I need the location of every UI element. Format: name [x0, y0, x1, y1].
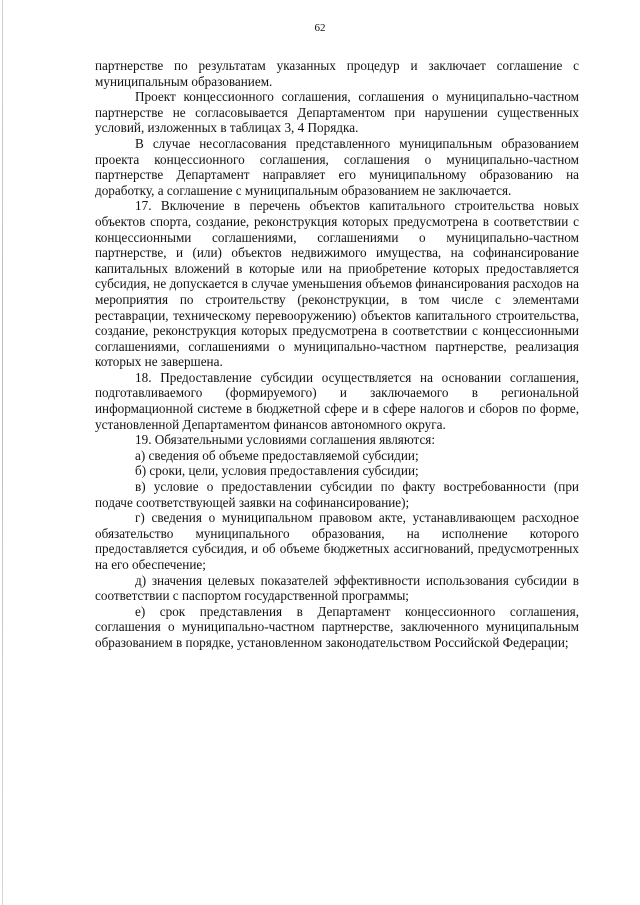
paragraph-item-18: 18. Предоставление субсидии осуществляется на основании соглашения, подготавливаемого (формируемого) и заключаемого в региональной информационной системе в бюджетной сфере и в сфере налогов и сборов по форме, установленной Департаментом финансов автономного округа. — [95, 369, 579, 432]
list-item-a: а) сведения об объеме предоставляемой субсидии; — [135, 447, 419, 463]
list-item-e: е) срок представления в Департамент концессионного соглашения, соглашения о муниципально-частном партнерстве, заключенного муниципальным образованием в порядке, установленном законодательством Российской Федерации; — [95, 603, 579, 650]
paragraph-item-17: 17. Включение в перечень объектов капитального строительства новых объектов спорта, создание, реконструкция которых предусмотрена в соответствии с концессионными соглашениями, соглашениями о муниципально-частном партнерстве, и (или) объектов недвижимого имущества, на софинансирование капитальных вложений в которые или на приобретение которых предоставляется субсидия, не допускается в случае уменьшения объемов финансирования расходов на мероприятия по строительству (реконструкции, в том числе с элементами реставрации, техническому перевооружению) объектов капитального строительства, создание, реконструкция которых предусмотрена в соответствии с концессионными соглашениями, соглашениями о муниципально-частном партнерстве, реализация которых не завершена. — [95, 198, 579, 370]
paragraph: партнерстве по результатам указанных процедур и заключает соглашение с муниципальным образованием. — [95, 58, 579, 89]
paragraph: Проект концессионного соглашения, соглашения о муниципально-частном партнерстве не согласовывается Департаментом при нарушении существенных условий, изложенных в таблицах 3, 4 Порядка. — [95, 89, 579, 136]
page-number: 62 — [314, 22, 326, 34]
document-body — [95, 58, 579, 651]
paragraph-item-19: 19. Обязательными условиями соглашения являются: — [135, 432, 436, 448]
scan-edge-line — [2, 0, 3, 905]
list-item-b: б) сроки, цели, условия предоставления субсидии; — [135, 463, 419, 479]
list-item-d: д) значения целевых показателей эффективности использования субсидии в соответствии с паспортом государственной программы; — [95, 572, 579, 604]
list-item-g: г) сведения о муниципальном правовом акте, устанавливающем расходное обязательство муниципального образования, на исполнение которого предоставляется субсидия, и об объеме бюджетных ассигнований, предусмотренных на его обеспечение; — [95, 510, 579, 572]
list-item-v: в) условие о предоставлении субсидии по факту востребованности (при подаче соответствующей заявки на софинансирование); — [95, 479, 579, 510]
paragraph: В случае несогласования представленного муниципальным образованием проекта концессионного соглашения, соглашения о муниципально-частном партнерстве Департамент направляет его муниципальному образованию на доработку, а соглашение с муниципальным образованием не заключается. — [95, 135, 579, 198]
